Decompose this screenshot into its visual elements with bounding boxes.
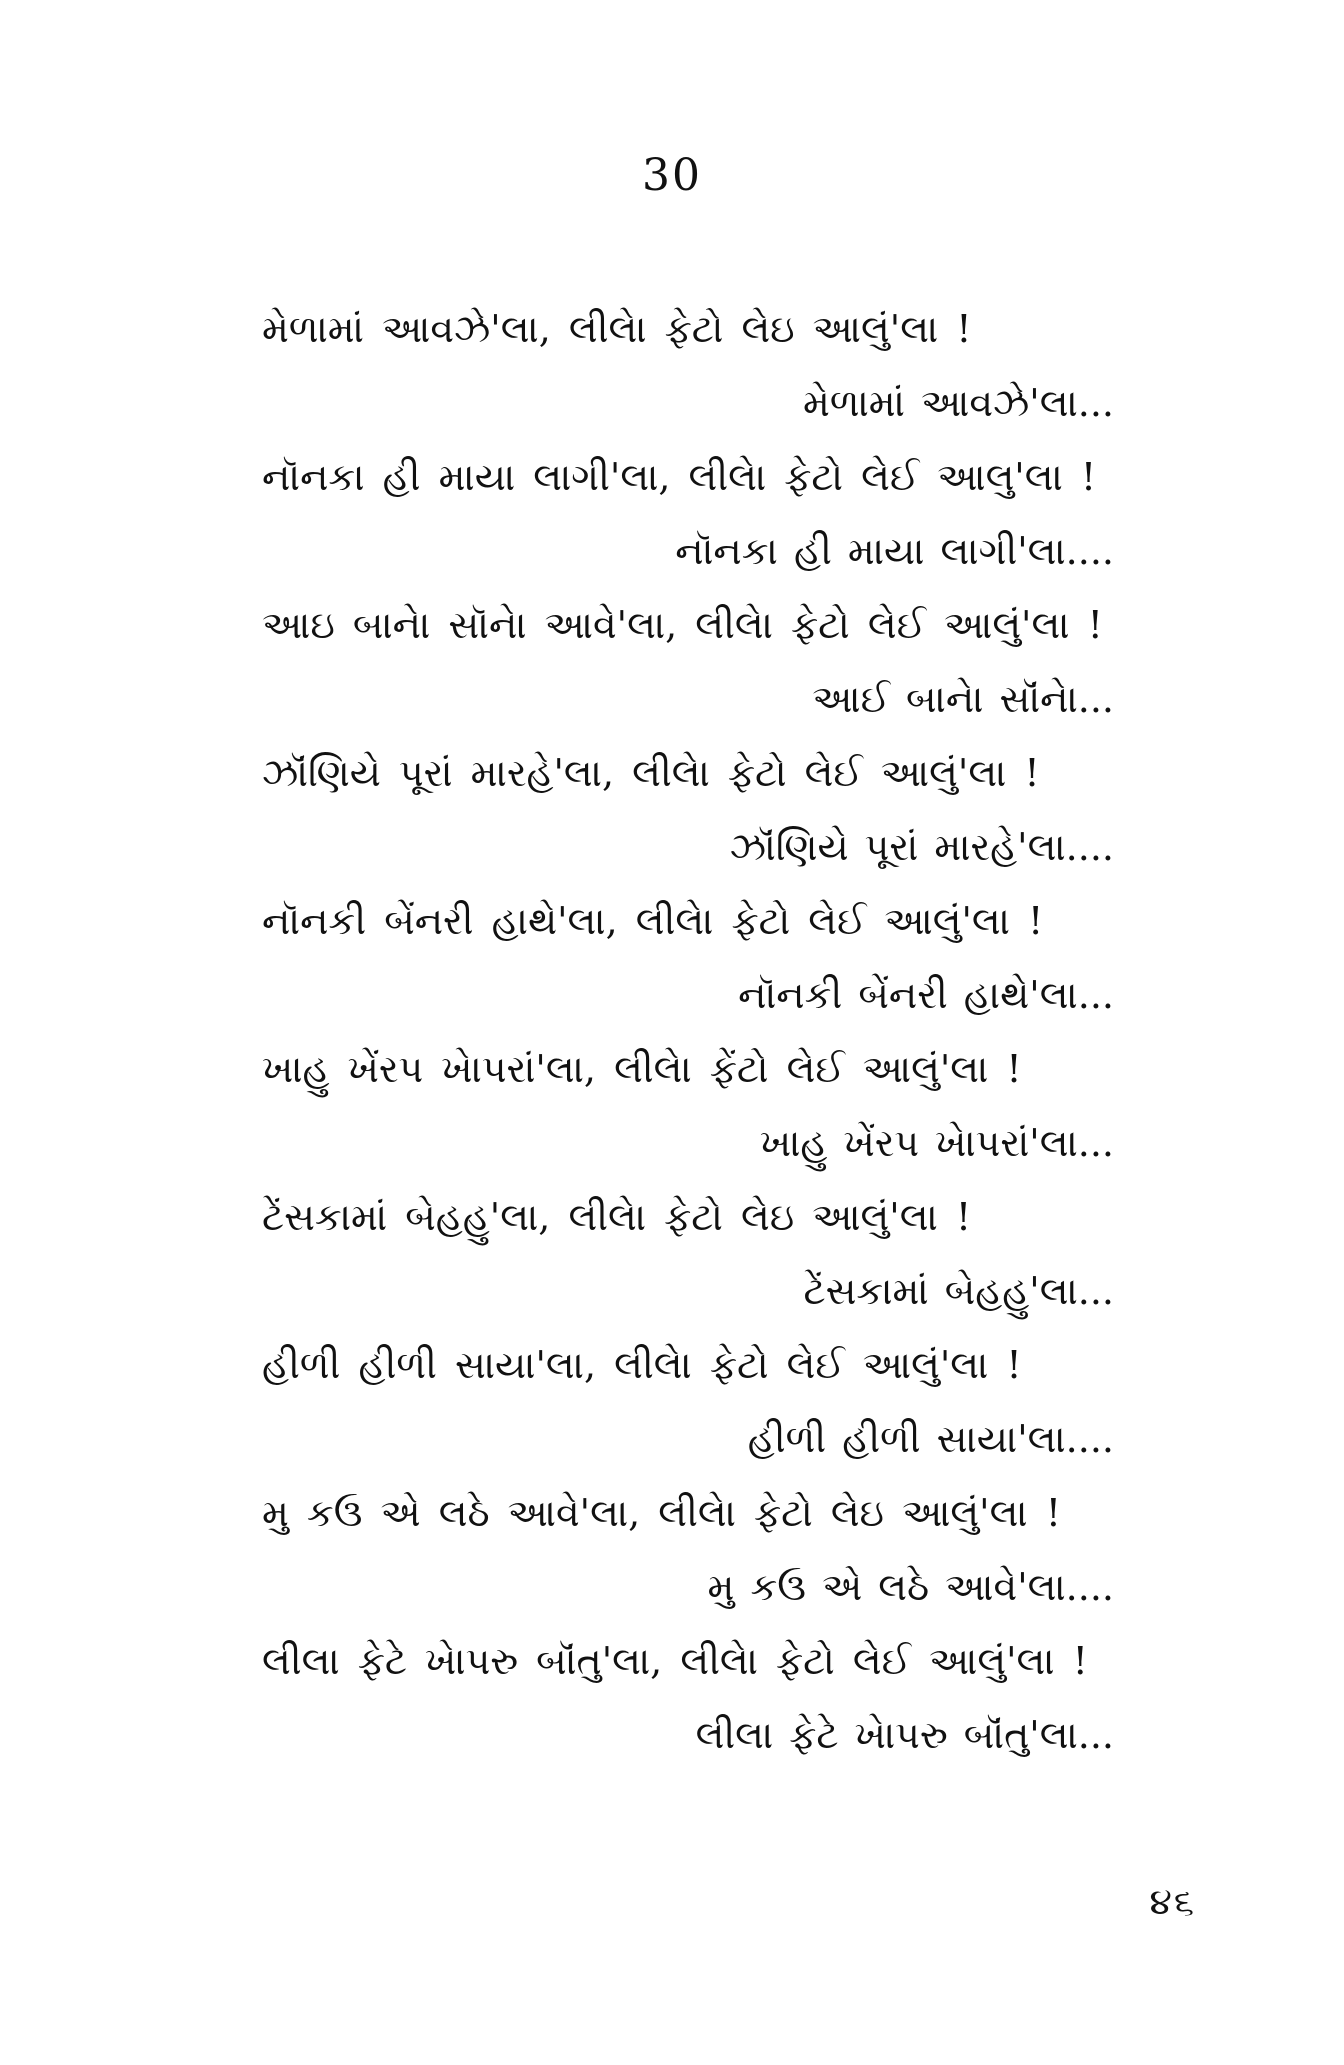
- stanza: [262, 588, 1114, 736]
- refrain-line: ઝૉંણિયે પૂરાં મારહે'લા....: [729, 825, 1114, 869]
- refrain-line: નૉનકી બેંનરી હાથે'લા...: [738, 973, 1114, 1017]
- poem: [262, 292, 1114, 1772]
- verse-line: નૉનકા હી માયા લાગી'લા, લીલેા ફેટો લેઈ આલુ'લા !: [262, 455, 1097, 499]
- verse-line: ટેંસકામાં બેહહુ'લા, લીલેા ફેટો લેઇ આલું'લા !: [262, 1195, 972, 1239]
- refrain-line: ટેંસકામાં બેહહુ'લા...: [803, 1269, 1114, 1313]
- refrain-line: હીળી હીળી સાયા'લા....: [747, 1417, 1114, 1461]
- stanza: [262, 736, 1114, 884]
- footer-page-number: ૪૬: [1149, 1882, 1196, 1923]
- verse-line: લીલા ફેટે ખેાપરુ બૉંતુ'લા, લીલેા ફેટો લેઈ આલું'લા !: [262, 1639, 1088, 1683]
- stanza: [262, 1180, 1114, 1328]
- stanza: [262, 292, 1114, 440]
- refrain-line: નૉનકા હી માયા લાગી'લા....: [675, 529, 1114, 573]
- verse-line: હીળી હીળી સાયા'લા, લીલેા ફેટો લેઈ આલું'લા !: [262, 1343, 1022, 1387]
- verse-line: નૉનકી બેંનરી હાથે'લા, લીલેા ફેટો લેઈ આલું'લા !: [262, 899, 1044, 943]
- refrain-line: આઈ બાનેા સૉંનેા...: [812, 677, 1114, 721]
- stanza: [262, 1032, 1114, 1180]
- verse-line: આઇ બાનેા સૉનેા આવે'લા, લીલેા ફેટો લેઈ આલું'લા !: [262, 603, 1103, 647]
- stanza: [262, 440, 1114, 588]
- stanza: [262, 1476, 1114, 1624]
- refrain-line: લીલા ફેટે ખેાપરુ બૉંતુ'લા...: [695, 1713, 1114, 1757]
- verse-line: મુ કઉ એ લઠે આવે'લા, લીલેા ફેટો લેઇ આલું'લા !: [262, 1491, 1061, 1535]
- stanza: [262, 884, 1114, 1032]
- verse-line: ઝૉંણિયે પૂરાં મારહે'લા, લીલેા ફેટો લેઈ આલું'લા !: [262, 751, 1040, 795]
- refrain-line: ખાહુ ખેંરપ ખેાપરાં'લા...: [759, 1121, 1114, 1165]
- stanza: [262, 1328, 1114, 1476]
- refrain-line: મુ કઉ એ લઠે આવે'લા....: [707, 1565, 1114, 1609]
- verse-line: ખાહુ ખેંરપ ખેાપરાં'લા, લીલેા ફેંટો લેઈ આલું'લા !: [262, 1047, 1022, 1091]
- refrain-line: મેળામાં આવઝે'લા...: [803, 381, 1114, 425]
- verse-line: મેળામાં આવઝે'લા, લીલેા ફેટો લેઇ આલું'લા !: [262, 307, 972, 351]
- stanza: [262, 1624, 1114, 1772]
- page-number: 30: [642, 150, 702, 201]
